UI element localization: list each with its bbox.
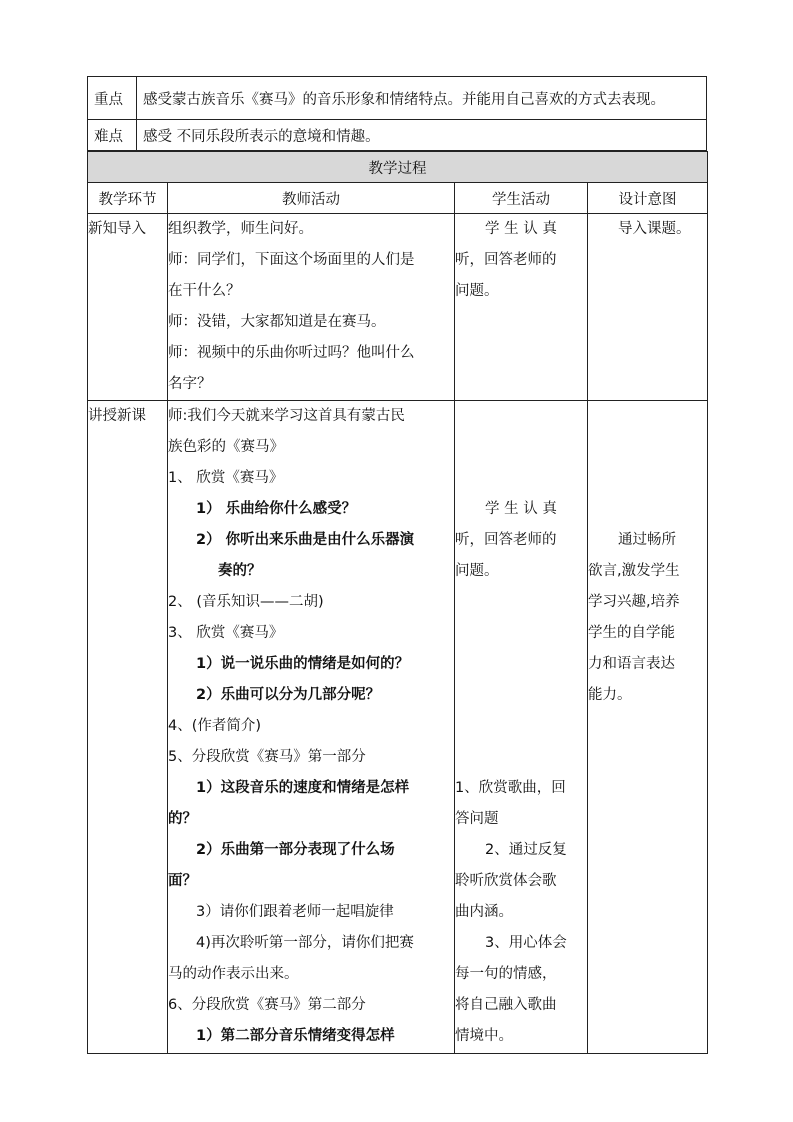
design-intent-cell	[588, 214, 708, 401]
text-line: 欲言,激发学生	[588, 563, 680, 579]
text-line: 2） 你听出来乐曲是由什么乐器演	[196, 532, 415, 548]
student-activity-cell	[455, 401, 588, 1054]
teacher-activity-cell	[168, 401, 455, 1054]
objectives-table	[87, 76, 707, 151]
text-line: 名字？	[168, 376, 212, 392]
text-line: 2）乐曲可以分为几部分呢？	[196, 687, 381, 703]
text-line: 5、分段欣赏《赛马》第一部分	[168, 749, 366, 765]
header-teacher: 教师活动	[168, 183, 455, 214]
text-line: 情境中。	[455, 1028, 513, 1044]
text-line: 3、 欣赏《赛马》	[168, 625, 284, 641]
text-line: 能力。	[588, 687, 632, 703]
text-line: 奏的？	[218, 563, 262, 579]
lesson-plan-sheet	[87, 76, 707, 1054]
text-line: 族色彩的《赛马》	[168, 439, 284, 455]
difficulty-text: 感受 不同乐段所表示的意境和情趣。	[137, 120, 707, 151]
teacher-activity-cell	[168, 214, 455, 401]
key-point-text: 感受蒙古族音乐《赛马》的音乐形象和情绪特点。并能用自己喜欢的方式去表现。	[137, 77, 707, 120]
text-line: 答问题	[455, 811, 499, 827]
stage-cell: 讲授新课	[88, 401, 168, 1054]
text-line: 3）请你们跟着老师一起唱旋律	[196, 904, 394, 920]
section-title: 教学过程	[88, 152, 708, 183]
teacher-lines	[168, 401, 454, 1052]
text-line: 在干什么？	[168, 283, 241, 299]
text-line: 1、欣赏歌曲，回	[455, 780, 566, 796]
text-line: 师：视频中的乐曲你听过吗？他叫什么	[168, 345, 415, 361]
stage-cell: 新知导入	[88, 214, 168, 401]
key-point-label: 重点	[88, 77, 137, 120]
text-line: 学 生 认 真	[485, 221, 557, 237]
teaching-process-table	[87, 151, 708, 1054]
text-line: 面？	[168, 873, 197, 889]
text-line: 1）说一说乐曲的情绪是如何的？	[196, 656, 410, 672]
text-line: 1）这段音乐的速度和情绪是怎样	[196, 780, 410, 796]
difficulty-label: 难点	[88, 120, 137, 151]
design-intent-cell	[588, 401, 708, 1054]
text-line: 学习兴趣,培养	[588, 594, 680, 610]
text-line: 聆听欣赏体会歌	[455, 873, 557, 889]
text-line: 将自己融入歌曲	[455, 997, 557, 1013]
text-line: 问题。	[455, 563, 499, 579]
text-line: 听，回答老师的	[455, 252, 557, 268]
text-line: 6、分段欣赏《赛马》第二部分	[168, 997, 366, 1013]
text-line: 学生的自学能	[588, 625, 675, 641]
text-line: 学 生 认 真	[485, 501, 557, 517]
table-row	[88, 214, 708, 401]
text-line: 曲内涵。	[455, 904, 513, 920]
text-line: 2、通过反复	[485, 842, 567, 858]
text-line: 每一句的情感，	[455, 966, 557, 982]
text-line: 师：同学们，下面这个场面里的人们是	[168, 252, 415, 268]
text-line: 的？	[168, 811, 197, 827]
text-line: 1、 欣赏《赛马》	[168, 470, 284, 486]
text-line: 马的动作表示出来。	[168, 966, 299, 982]
text-line: 导入课题。	[618, 221, 691, 237]
table-header-row	[88, 183, 708, 214]
text-line: 听，回答老师的	[455, 532, 557, 548]
text-line: 2）乐曲第一部分表现了什么场	[196, 842, 395, 858]
text-line: 师:我们今天就来学习这首具有蒙古民	[168, 408, 405, 424]
header-intent: 设计意图	[588, 183, 708, 214]
text-line: 力和语言表达	[588, 656, 675, 672]
text-line: 问题。	[455, 283, 499, 299]
text-line: 4、(作者简介)	[168, 718, 262, 734]
text-line: 1）第二部分音乐情绪变得怎样	[196, 1028, 395, 1044]
table-row	[88, 401, 708, 1054]
text-line: 4)再次聆听第一部分，请你们把赛	[196, 935, 414, 951]
text-line: 通过畅所	[618, 532, 676, 548]
header-student: 学生活动	[455, 183, 588, 214]
student-activity-cell	[455, 214, 588, 401]
text-line: 1） 乐曲给你什么感受？	[196, 501, 357, 517]
text-line: 2、 (音乐知识——二胡)	[168, 594, 324, 610]
text-line: 组织教学，师生问好。	[168, 221, 313, 237]
text-line: 3、用心体会	[485, 935, 567, 951]
header-stage: 教学环节	[88, 183, 168, 214]
text-line: 师：没错，大家都知道是在赛马。	[168, 314, 386, 330]
